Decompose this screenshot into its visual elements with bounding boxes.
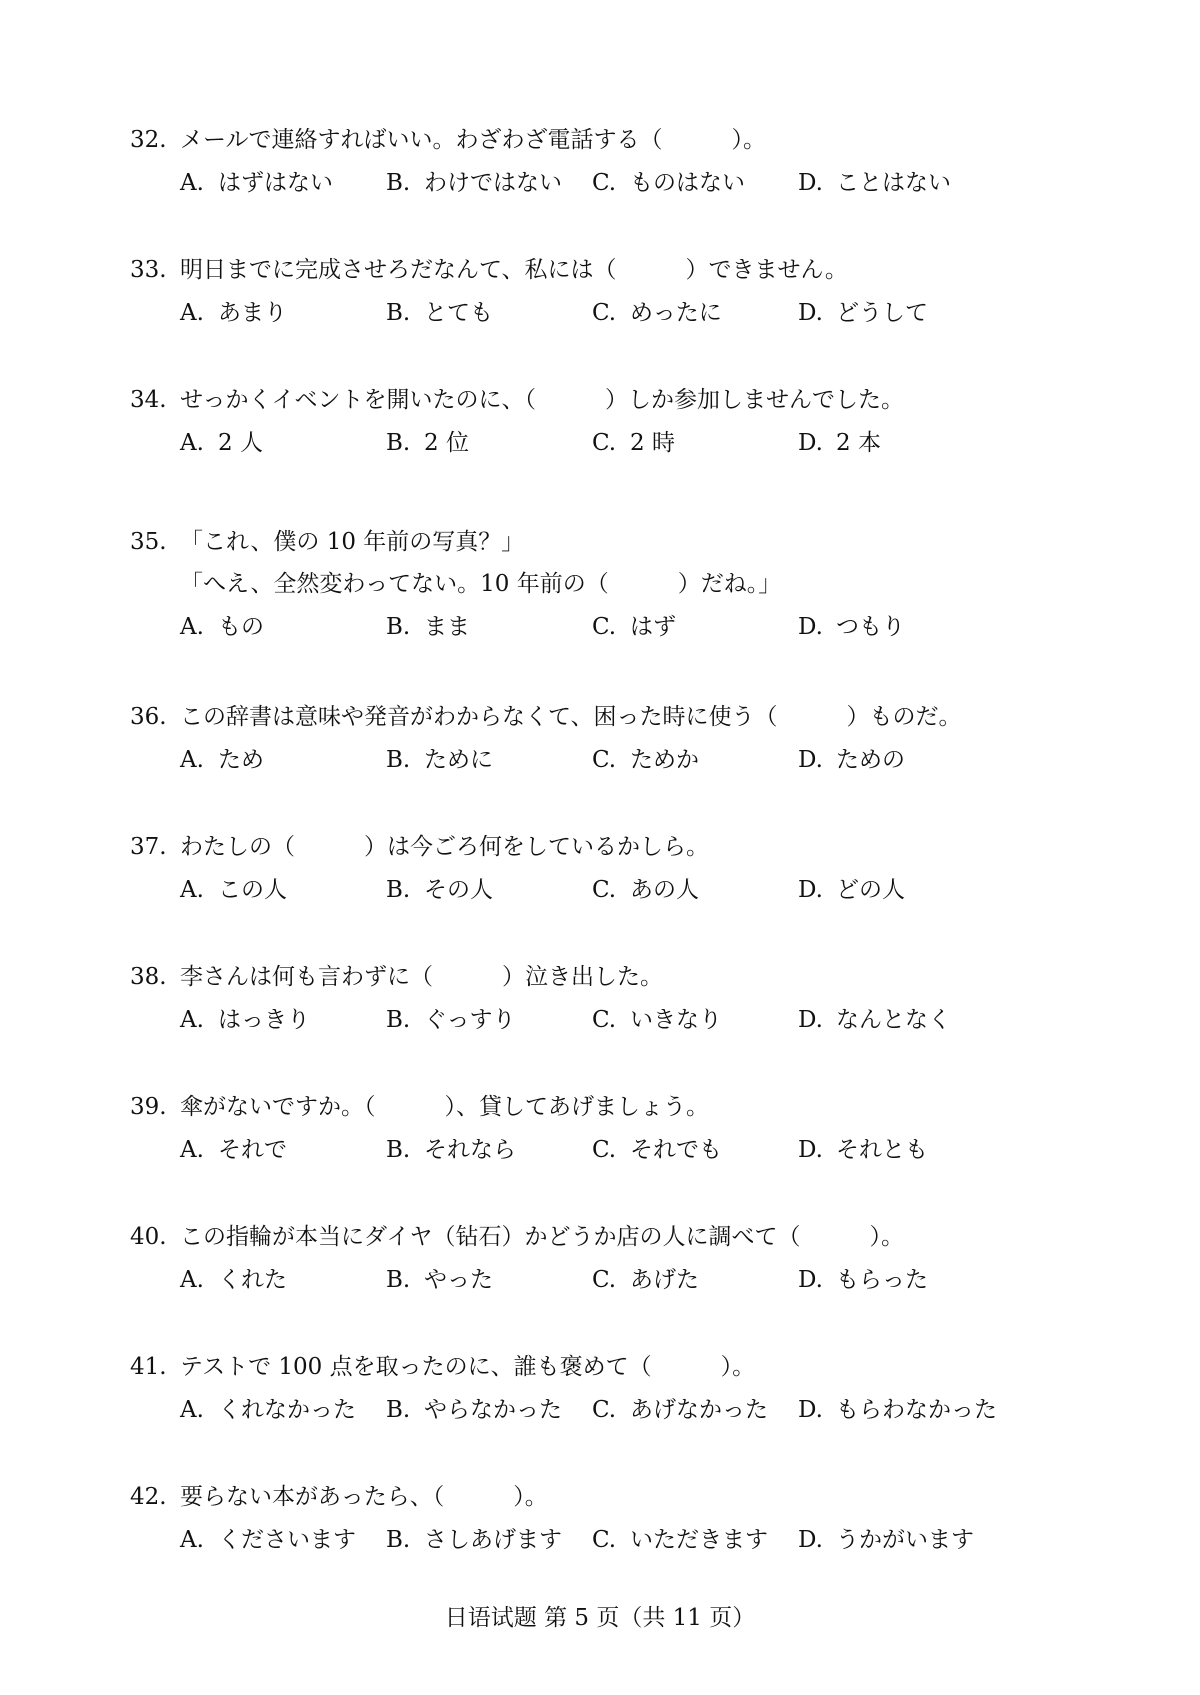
question-34 (130, 380, 1130, 467)
question-number: 39. (130, 1094, 167, 1120)
option-b (386, 870, 493, 910)
option-letter: D. (798, 170, 823, 196)
option-text: ためか (630, 747, 699, 773)
option-c (592, 740, 699, 780)
question-32 (130, 120, 1130, 207)
option-a (180, 1000, 310, 1040)
question-text: この指輪が本当にダイヤ（钻石）かどうか店の人に調べて（ ）。 (180, 1224, 905, 1250)
option-text: めったに (630, 300, 722, 326)
question-number: 41. (130, 1354, 167, 1380)
question-35 (130, 522, 1130, 651)
question-stem-continued (130, 564, 1130, 606)
option-d (798, 607, 905, 647)
option-letter: B. (386, 1397, 411, 1423)
question-42 (130, 1477, 1130, 1564)
option-letter: A. (180, 300, 204, 326)
question-text: せっかくイベントを開いたのに、（ ）しか参加しませんでした。 (180, 387, 905, 413)
option-d (798, 740, 905, 780)
option-text: ぐっすり (424, 1007, 516, 1033)
option-letter: C. (592, 300, 617, 326)
answer-options (130, 1390, 1130, 1434)
option-text: あげた (630, 1267, 699, 1293)
option-letter: A. (180, 170, 204, 196)
question-number: 32. (130, 127, 167, 153)
option-text: もの (218, 614, 264, 640)
answer-options (130, 423, 1130, 467)
question-number: 40. (130, 1224, 167, 1250)
option-c (592, 1390, 768, 1430)
option-text: やった (424, 1267, 493, 1293)
option-text: わけではない (424, 170, 562, 196)
question-number: 42. (130, 1484, 167, 1510)
option-text: どの人 (836, 877, 905, 903)
question-text: 要らない本があったら、（ ）。 (180, 1484, 548, 1510)
option-letter: A. (180, 1527, 204, 1553)
question-40 (130, 1217, 1130, 1304)
option-letter: C. (592, 170, 617, 196)
question-39 (130, 1087, 1130, 1174)
option-a (180, 870, 287, 910)
question-text: 「これ、僕の 10 年前の写真？」 (180, 529, 525, 555)
question-text: 傘がないですか。（ ）、貸してあげましょう。 (180, 1094, 709, 1120)
option-text: やらなかった (424, 1397, 562, 1423)
option-letter: D. (798, 1527, 823, 1553)
option-text: どうして (836, 300, 928, 326)
option-text: 2 時 (630, 430, 675, 456)
option-b (386, 163, 562, 203)
option-text: あまり (218, 300, 287, 326)
option-c (592, 163, 745, 203)
option-letter: C. (592, 614, 617, 640)
option-letter: A. (180, 1397, 204, 1423)
option-c (592, 607, 676, 647)
option-text: とても (424, 300, 493, 326)
option-text: あの人 (630, 877, 699, 903)
question-stem (130, 120, 1130, 162)
option-text: さしあげます (424, 1527, 562, 1553)
option-letter: B. (386, 300, 411, 326)
option-text: つもり (836, 614, 905, 640)
option-d (798, 870, 905, 910)
option-text: それなら (424, 1137, 516, 1163)
option-letter: C. (592, 1397, 617, 1423)
option-text: 2 位 (424, 430, 469, 456)
question-number: 35. (130, 529, 167, 555)
option-text: それでも (630, 1137, 722, 1163)
answer-options (130, 607, 1130, 651)
option-letter: D. (798, 300, 823, 326)
option-b (386, 1520, 562, 1560)
question-number: 33. (130, 257, 167, 283)
question-number: 38. (130, 964, 167, 990)
option-letter: A. (180, 430, 204, 456)
option-letter: D. (798, 430, 823, 456)
option-b (386, 607, 470, 647)
question-36 (130, 697, 1130, 784)
option-letter: B. (386, 1137, 411, 1163)
question-text: メールで連絡すればいい。わざわざ電話する（ ）。 (180, 127, 767, 153)
question-text: 「へえ、全然変わってない。10 年前の（ ）だね。」 (180, 571, 782, 597)
option-b (386, 293, 493, 333)
question-stem (130, 957, 1130, 999)
option-d (798, 163, 951, 203)
option-letter: D. (798, 747, 823, 773)
option-letter: A. (180, 1007, 204, 1033)
option-text: ため (218, 747, 264, 773)
option-c (592, 1130, 722, 1170)
option-letter: D. (798, 1397, 823, 1423)
question-38 (130, 957, 1130, 1044)
option-text: ものはない (630, 170, 745, 196)
option-letter: C. (592, 877, 617, 903)
option-text: 2 本 (836, 430, 881, 456)
answer-options (130, 740, 1130, 784)
option-a (180, 740, 264, 780)
option-letter: B. (386, 430, 411, 456)
option-text: それで (218, 1137, 287, 1163)
option-b (386, 1260, 493, 1300)
question-number: 34. (130, 387, 167, 413)
option-text: はずはない (218, 170, 333, 196)
option-text: ことはない (836, 170, 951, 196)
option-letter: D. (798, 614, 823, 640)
option-a (180, 607, 264, 647)
option-text: くださいます (218, 1527, 356, 1553)
option-d (798, 293, 928, 333)
option-text: 2 人 (218, 430, 263, 456)
option-c (592, 1520, 768, 1560)
answer-options (130, 163, 1130, 207)
option-letter: B. (386, 1527, 411, 1553)
option-c (592, 870, 699, 910)
answer-options (130, 870, 1130, 914)
option-letter: C. (592, 1527, 617, 1553)
option-b (386, 1390, 562, 1430)
option-d (798, 1260, 928, 1300)
question-stem (130, 1347, 1130, 1389)
option-letter: A. (180, 747, 204, 773)
page-footer: 日语试题 第 5 页（共 11 页） (444, 1605, 756, 1631)
question-text: 明日までに完成させろだなんて、私には（ ）できません。 (180, 257, 848, 283)
option-text: もらわなかった (836, 1397, 997, 1423)
option-letter: B. (386, 747, 411, 773)
option-letter: D. (798, 877, 823, 903)
option-text: それとも (836, 1137, 928, 1163)
question-33 (130, 250, 1130, 337)
question-number: 37. (130, 834, 167, 860)
option-text: あげなかった (630, 1397, 768, 1423)
option-d (798, 1130, 928, 1170)
answer-options (130, 293, 1130, 337)
option-text: もらった (836, 1267, 928, 1293)
question-text: わたしの（ ）は今ごろ何をしているかしら。 (180, 834, 709, 860)
question-stem (130, 1087, 1130, 1129)
question-text: テストで 100 点を取ったのに、誰も褒めて（ ）。 (180, 1354, 756, 1380)
option-a (180, 163, 333, 203)
option-a (180, 1130, 287, 1170)
option-letter: B. (386, 877, 411, 903)
option-letter: B. (386, 170, 411, 196)
option-a (180, 1260, 287, 1300)
option-text: なんとなく (836, 1007, 951, 1033)
option-b (386, 1000, 516, 1040)
option-letter: B. (386, 1007, 411, 1033)
option-a (180, 1520, 356, 1560)
answer-options (130, 1130, 1130, 1174)
option-text: くれた (218, 1267, 287, 1293)
option-letter: C. (592, 1007, 617, 1033)
option-b (386, 1130, 516, 1170)
question-stem (130, 522, 1130, 564)
option-letter: C. (592, 430, 617, 456)
option-text: はず (630, 614, 676, 640)
option-letter: D. (798, 1267, 823, 1293)
option-letter: A. (180, 614, 204, 640)
answer-options (130, 1260, 1130, 1304)
option-letter: D. (798, 1007, 823, 1033)
option-text: いただきます (630, 1527, 768, 1553)
option-text: まま (424, 614, 470, 640)
option-letter: C. (592, 1137, 617, 1163)
question-stem (130, 827, 1130, 869)
question-text: 李さんは何も言わずに（ ）泣き出した。 (180, 964, 663, 990)
option-text: くれなかった (218, 1397, 356, 1423)
option-letter: D. (798, 1137, 823, 1163)
answer-options (130, 1520, 1130, 1564)
option-text: うかがいます (836, 1527, 974, 1553)
option-letter: B. (386, 1267, 411, 1293)
option-a (180, 423, 263, 463)
option-d (798, 1520, 974, 1560)
option-d (798, 1390, 997, 1430)
option-letter: C. (592, 747, 617, 773)
option-d (798, 1000, 951, 1040)
option-text: はっきり (218, 1007, 310, 1033)
question-stem (130, 697, 1130, 739)
question-stem (130, 1217, 1130, 1259)
option-b (386, 423, 469, 463)
option-text: いきなり (630, 1007, 722, 1033)
question-41 (130, 1347, 1130, 1434)
option-letter: B. (386, 614, 411, 640)
question-stem (130, 250, 1130, 292)
question-text: この辞書は意味や発音がわからなくて、困った時に使う（ ）ものだ。 (180, 704, 962, 730)
option-text: ために (424, 747, 493, 773)
question-stem (130, 1477, 1130, 1519)
option-c (592, 423, 675, 463)
option-b (386, 740, 493, 780)
option-c (592, 293, 722, 333)
option-a (180, 293, 287, 333)
question-stem (130, 380, 1130, 422)
question-number: 36. (130, 704, 167, 730)
option-c (592, 1260, 699, 1300)
option-a (180, 1390, 356, 1430)
option-letter: A. (180, 1267, 204, 1293)
option-letter: A. (180, 1137, 204, 1163)
option-c (592, 1000, 722, 1040)
option-text: ための (836, 747, 905, 773)
option-d (798, 423, 881, 463)
option-letter: C. (592, 1267, 617, 1293)
option-text: この人 (218, 877, 287, 903)
answer-options (130, 1000, 1130, 1044)
option-letter: A. (180, 877, 204, 903)
option-text: その人 (424, 877, 493, 903)
question-37 (130, 827, 1130, 914)
